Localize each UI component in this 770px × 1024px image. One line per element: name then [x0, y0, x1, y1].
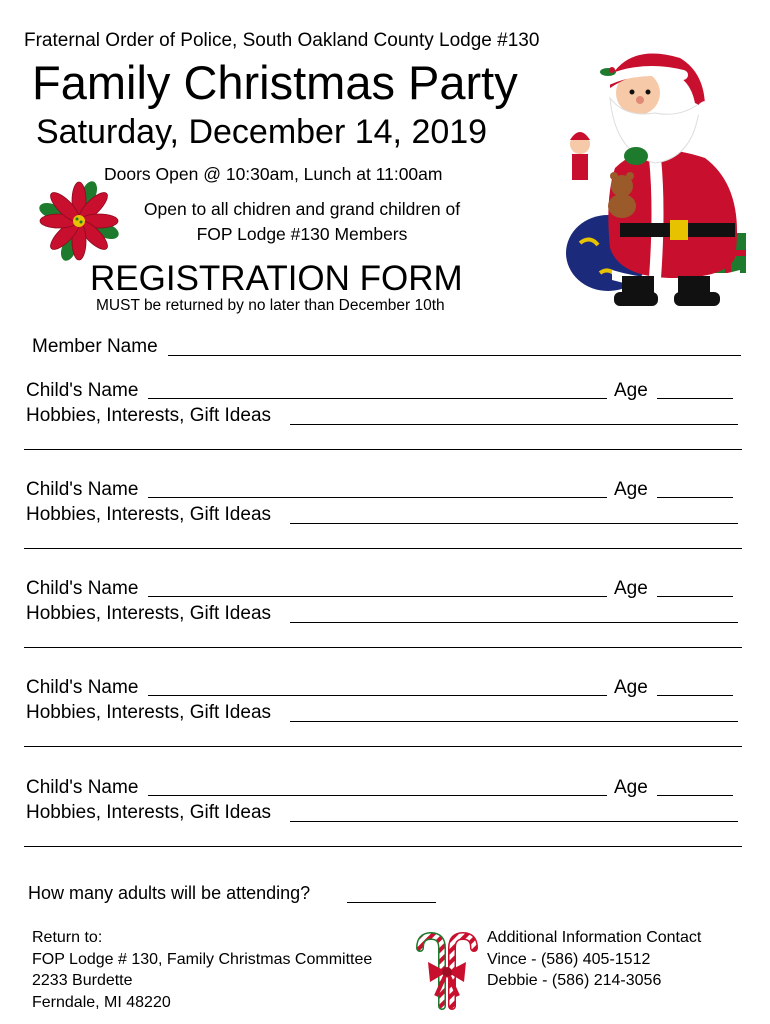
adults-attending-field[interactable]: [347, 902, 436, 903]
hobbies-field[interactable]: [290, 523, 738, 524]
child-name-label: Child's Name: [26, 578, 139, 599]
child-name-field[interactable]: [148, 795, 607, 796]
hobbies-field-extra-line[interactable]: [24, 548, 742, 549]
age-field[interactable]: [657, 398, 733, 399]
deadline-note: MUST be returned by no later than December 10th: [96, 297, 445, 314]
hobbies-field-extra-line[interactable]: [24, 746, 742, 747]
contact-vince: Vince - (586) 405-1512: [487, 950, 651, 968]
adults-attending-label: How many adults will be attending?: [28, 883, 311, 903]
age-field[interactable]: [657, 497, 733, 498]
event-date: Saturday, December 14, 2019: [36, 113, 488, 151]
return-heading: Return to:: [32, 929, 103, 946]
child-name-field[interactable]: [148, 497, 607, 498]
child-name-label: Child's Name: [26, 479, 139, 500]
contact-debbie: Debbie - (586) 214-3056: [487, 972, 662, 989]
return-line-2: 2233 Burdette: [32, 972, 133, 989]
child-name-label: Child's Name: [26, 380, 139, 401]
organization-name: Fraternal Order of Police, South Oakland County Lodge #130: [24, 30, 540, 51]
hobbies-field-extra-line[interactable]: [24, 647, 742, 648]
additional-info: [487, 927, 701, 992]
info-heading: Additional Information Contact: [487, 929, 702, 946]
child-name-label: Child's Name: [26, 677, 139, 698]
child-name-label: Child's Name: [26, 777, 139, 798]
age-label: Age: [614, 380, 648, 401]
santa-icon: [560, 48, 750, 310]
eligibility-line-1: Open to all chidren and grand children of: [143, 199, 461, 219]
child-name-field[interactable]: [148, 398, 607, 399]
return-address: [32, 927, 422, 1013]
poinsettia-icon: [36, 178, 122, 264]
age-label: Age: [614, 777, 648, 798]
doors-open-time: Doors Open @ 10:30am, Lunch at 11:00am: [104, 164, 443, 184]
hobbies-label: Hobbies, Interests, Gift Ideas: [26, 504, 272, 525]
candy-canes-icon: [412, 930, 482, 1010]
age-label: Age: [614, 479, 648, 500]
return-line-3: Ferndale, MI 48220: [32, 993, 171, 1011]
return-line-1: FOP Lodge # 130, Family Christmas Committee: [32, 950, 373, 968]
hobbies-label: Hobbies, Interests, Gift Ideas: [26, 702, 272, 723]
member-name-label: Member Name: [32, 336, 158, 357]
hobbies-field[interactable]: [290, 821, 738, 822]
hobbies-field[interactable]: [290, 622, 738, 623]
hobbies-field-extra-line[interactable]: [24, 449, 742, 450]
member-name-field[interactable]: [168, 355, 741, 356]
hobbies-field[interactable]: [290, 721, 738, 722]
eligibility-note: [112, 197, 492, 247]
hobbies-label: Hobbies, Interests, Gift Ideas: [26, 802, 272, 823]
page-title: Family Christmas Party: [32, 56, 518, 109]
hobbies-label: Hobbies, Interests, Gift Ideas: [26, 405, 272, 426]
hobbies-field[interactable]: [290, 424, 738, 425]
age-label: Age: [614, 677, 648, 698]
child-name-field[interactable]: [148, 596, 607, 597]
age-label: Age: [614, 578, 648, 599]
form-title: REGISTRATION FORM: [90, 259, 463, 298]
age-field[interactable]: [657, 795, 733, 796]
age-field[interactable]: [657, 695, 733, 696]
child-name-field[interactable]: [148, 695, 607, 696]
hobbies-field-extra-line[interactable]: [24, 846, 742, 847]
age-field[interactable]: [657, 596, 733, 597]
hobbies-label: Hobbies, Interests, Gift Ideas: [26, 603, 272, 624]
eligibility-line-2: FOP Lodge #130 Members: [196, 224, 408, 244]
